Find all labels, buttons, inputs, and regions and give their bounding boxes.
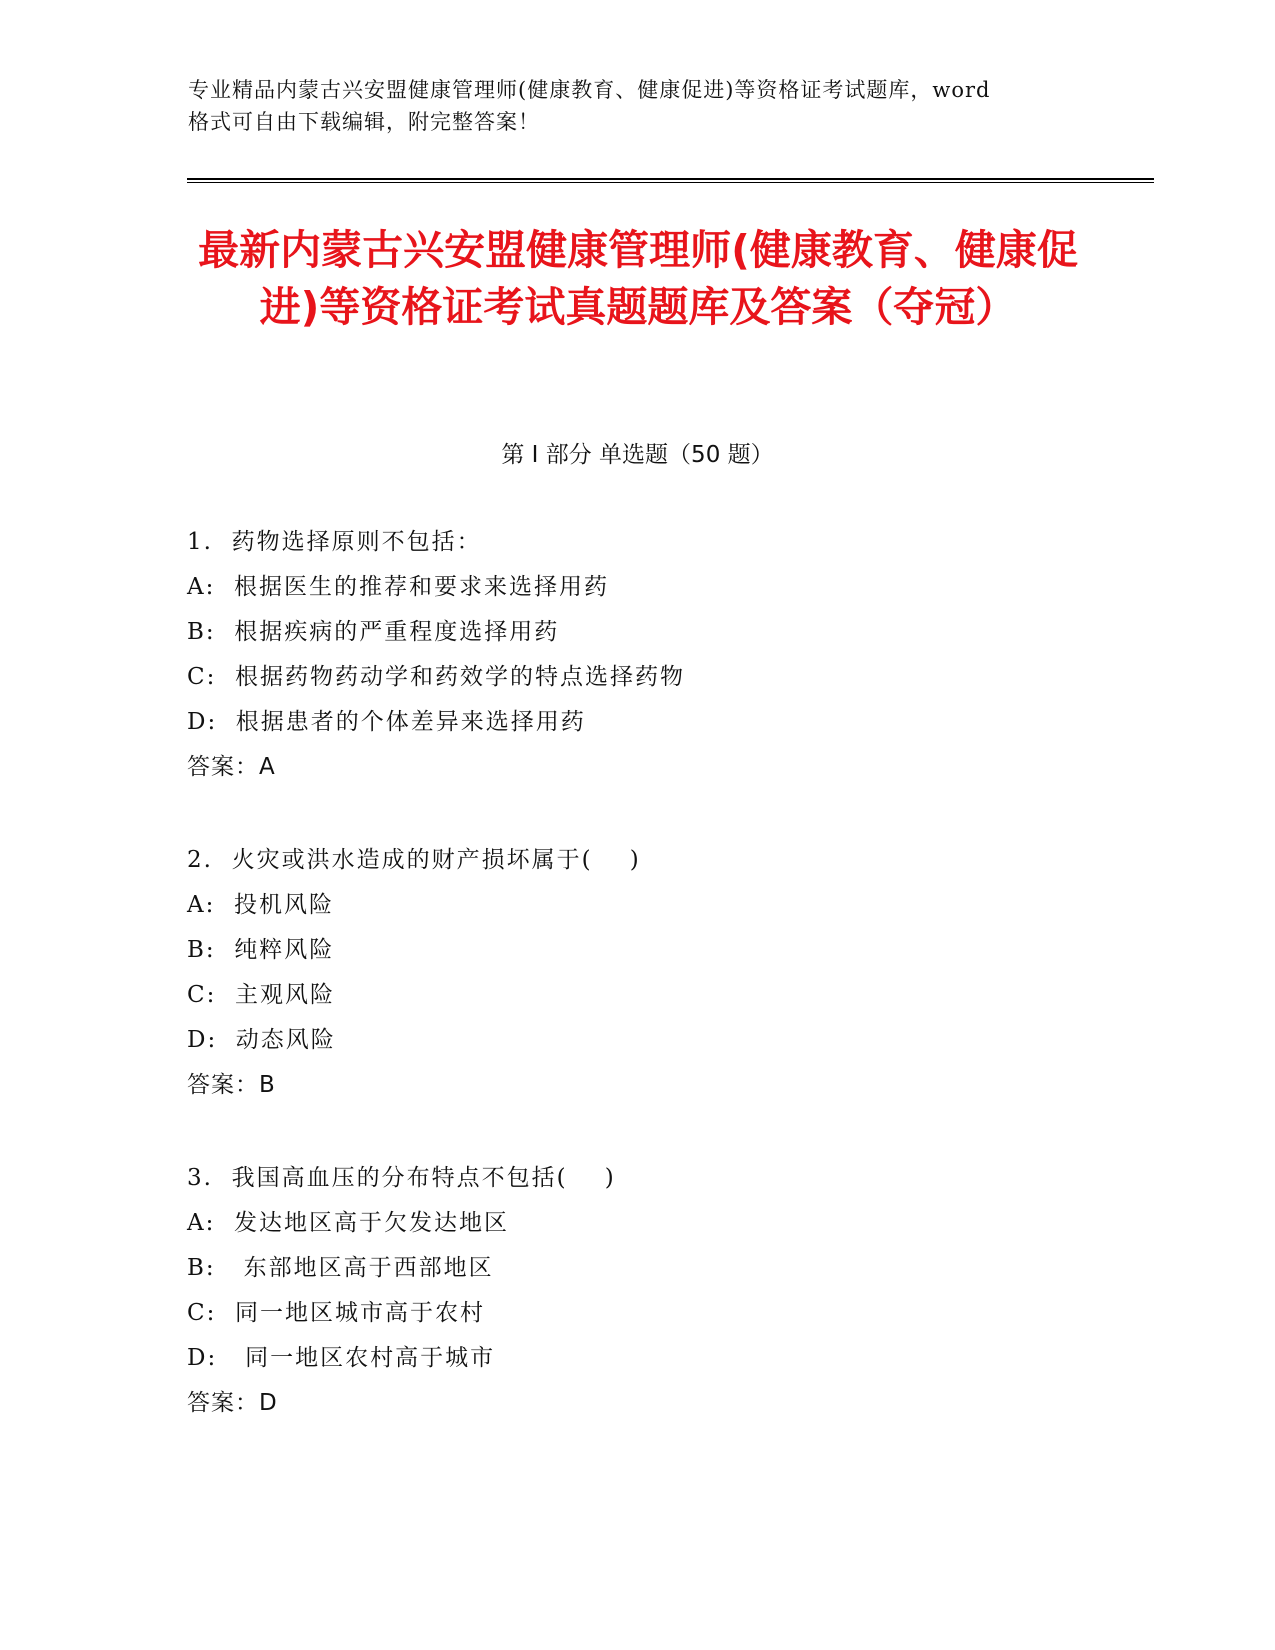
option-a: A: 投机风险: [187, 892, 334, 918]
header-divider-thick: [187, 178, 1154, 180]
option-a: A: 根据医生的推荐和要求来选择用药: [187, 574, 609, 600]
answer: 答案：B: [187, 1072, 276, 1098]
option-c: C: 根据药物药动学和药效学的特点选择药物: [187, 664, 685, 690]
option-c: C: 同一地区城市高于农村: [187, 1300, 485, 1326]
answer: 答案：A: [187, 754, 276, 780]
answer: 答案：D: [187, 1390, 278, 1416]
question-2: [187, 838, 1087, 1108]
header-note-line-1: 专业精品内蒙古兴安盟健康管理师(健康教育、健康促进)等资格证考试题库，word: [188, 78, 991, 102]
option-c: C: 主观风险: [187, 982, 335, 1008]
option-a: A: 发达地区高于欠发达地区: [187, 1210, 509, 1236]
question-stem: 2. 火灾或洪水造成的财产损坏属于( ): [187, 847, 641, 873]
option-b: B: 根据疾病的严重程度选择用药: [187, 619, 560, 645]
option-b: B: 纯粹风险: [187, 937, 335, 963]
question-stem: 1. 药物选择原则不包括：: [187, 529, 482, 555]
option-d: D: 动态风险: [187, 1027, 336, 1053]
question-1: [187, 520, 1087, 790]
header-note-line-2: 格式可自由下载编辑，附完整答案！: [188, 110, 540, 134]
option-d: D: 同一地区农村高于城市: [187, 1345, 496, 1371]
header-note: [188, 74, 1088, 138]
document-title: 最新内蒙古兴安盟健康管理师(健康教育、健康促进)等资格证考试真题题库及答案（夺冠）: [198, 226, 1078, 331]
question-3: [187, 1156, 1087, 1426]
option-d: D: 根据患者的个体差异来选择用药: [187, 709, 586, 735]
question-stem: 3. 我国高血压的分布特点不包括( ): [187, 1165, 616, 1191]
header-divider-thin: [187, 182, 1154, 183]
option-b: B: 东部地区高于西部地区: [187, 1255, 494, 1281]
section-heading: 第 I 部分 单选题（50 题）: [501, 442, 774, 468]
